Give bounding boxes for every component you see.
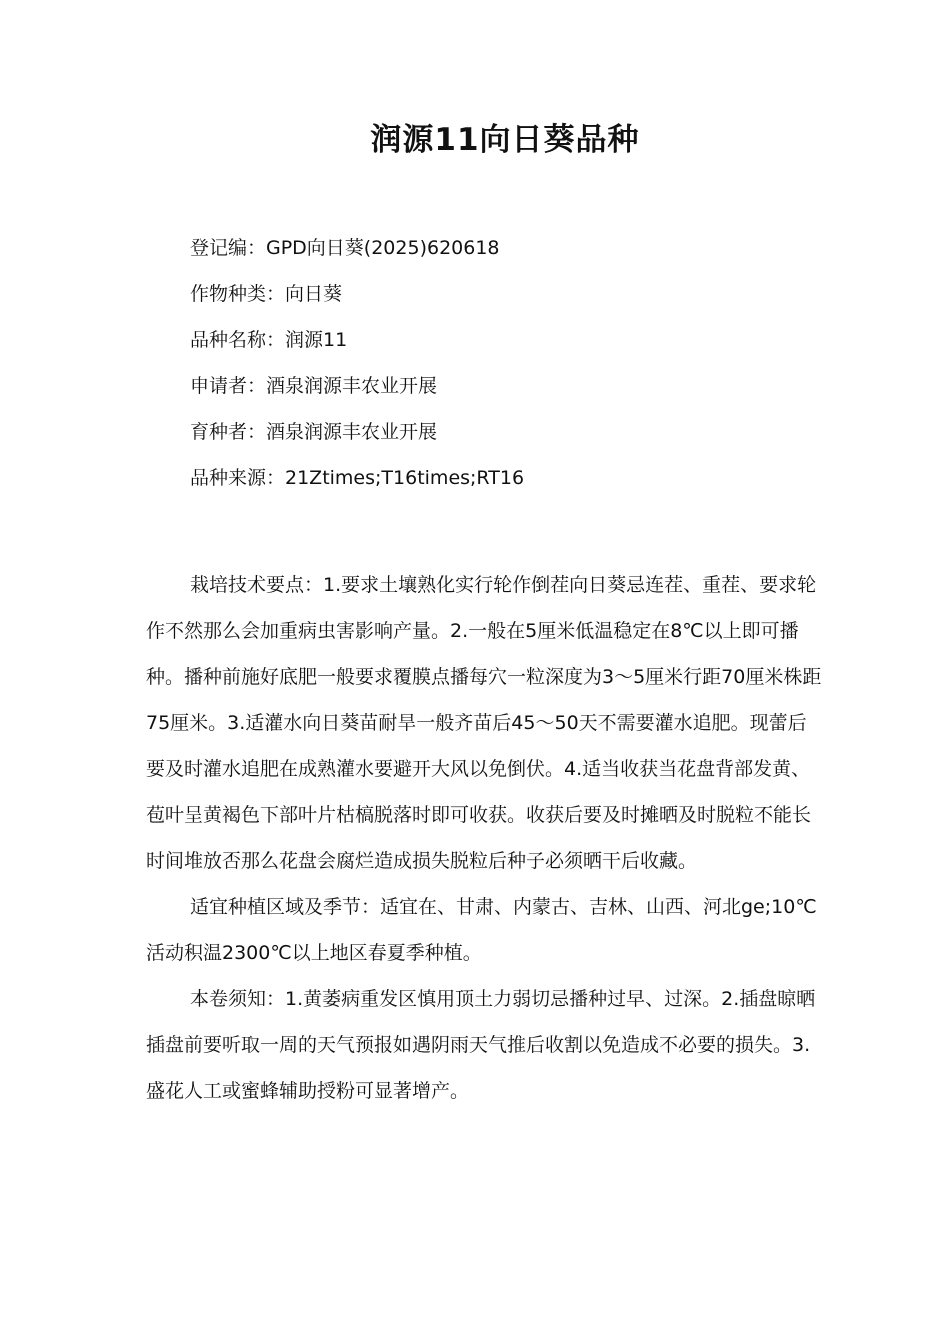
crop-type: 作物种类：向日葵	[190, 283, 343, 305]
notes-paragraph: 本卷须知：1.黄萎病重发区慎用顶土力弱切忌播种过早、过深。2.插盘晾晒插盘前要听取一周的天气预报如遇阴雨天气推后收割以免造成不必要的损失。3.盛花人工或蜜蜂辅助授粉可显著增产。	[146, 988, 816, 1102]
cultivation-techniques-paragraph: 栽培技术要点：1.要求土壤熟化实行轮作倒茬向日葵忌连茬、重茬、要求轮作不然那么会加重病虫害影响产量。2.一般在5厘米低温稳定在8℃以上即可播种。播种前施好底肥一般要求覆膜点播每穴一粒深度为3～5厘米行距70厘米株距75厘米。3.适灌水向日葵苗耐旱一般齐苗后45～50天不需要灌水追肥。现蕾后要及时灌水追肥在成熟灌水要避开大风以免倒伏。4.适当收获当花盘背部发黄、苞叶呈黄褐色下部叶片枯槁脱落时即可收获。收获后要及时摊晒及时脱粒不能长时间堆放否那么花盘会腐烂造成损失脱粒后种子必须晒干后收藏。	[146, 574, 822, 872]
applicant: 申请者：酒泉润源丰农业开展	[190, 375, 438, 397]
registration-number: 登记编：GPD向日葵(2025)620618	[190, 237, 500, 259]
breeder: 育种者：酒泉润源丰农业开展	[190, 421, 438, 443]
document-body	[146, 562, 824, 1114]
document-title: 润源11向日葵品种	[370, 122, 640, 158]
suitable-region-paragraph: 适宜种植区域及季节：适宜在、甘肃、内蒙古、吉林、山西、河北ge;10℃活动积温2300℃以上地区春夏季种植。	[146, 896, 817, 964]
variety-source: 品种来源：21Ztimes;T16times;RT16	[190, 467, 525, 489]
variety-name: 品种名称：润源11	[190, 329, 348, 351]
registration-info	[190, 236, 830, 512]
